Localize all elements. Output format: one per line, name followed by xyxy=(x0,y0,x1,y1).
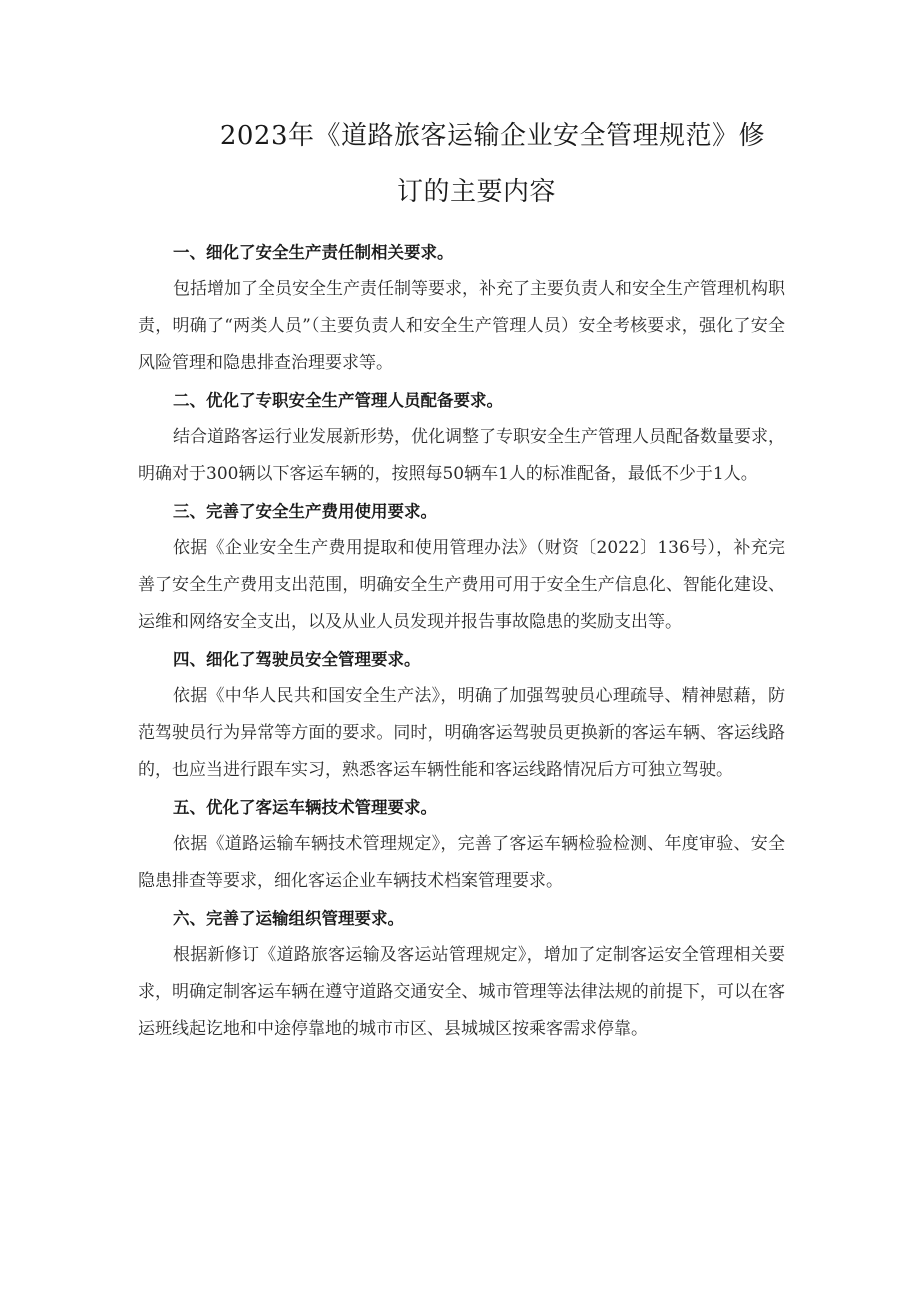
section-6 xyxy=(138,900,785,1048)
section-body: 依据《道路运输车辆技术管理规定》，完善了客运车辆检验检测、年度审验、安全隐患排查等要求，细化客运企业车辆技术档案管理要求。 xyxy=(138,834,785,891)
sections xyxy=(138,234,785,1048)
title-line-1: 2023年《道路旅客运输企业安全管理规范》修 xyxy=(219,121,765,151)
section-4 xyxy=(138,641,785,789)
section-heading: 一、细化了安全生产责任制相关要求。 xyxy=(173,243,454,262)
section-2 xyxy=(138,382,785,493)
section-heading: 五、优化了客运车辆技术管理要求。 xyxy=(173,798,437,817)
section-heading: 六、完善了运输组织管理要求。 xyxy=(173,909,404,928)
section-body: 结合道路客运行业发展新形势，优化调整了专职安全生产管理人员配备数量要求，明确对于300辆以下客运车辆的，按照每50辆车1人的标准配备，最低不少于1人。 xyxy=(138,427,785,484)
section-heading: 二、优化了专职安全生产管理人员配备要求。 xyxy=(173,391,503,410)
document-page xyxy=(138,108,785,1048)
section-3 xyxy=(138,493,785,641)
section-5 xyxy=(138,789,785,900)
section-heading: 四、细化了驾驶员安全管理要求。 xyxy=(173,650,421,669)
section-body: 包括增加了全员安全生产责任制等要求，补充了主要负责人和安全生产管理机构职责，明确了“两类人员”（主要负责人和安全生产管理人员）安全考核要求，强化了安全风险管理和隐患排查治理要求等。 xyxy=(138,279,785,373)
section-body: 根据新修订《道路旅客运输及客运站管理规定》，增加了定制客运安全管理相关要求，明确定制客运车辆在遵守道路交通安全、城市管理等法律法规的前提下，可以在客运班线起讫地和中途停靠地的城市市区、县城城区按乘客需求停靠。 xyxy=(138,945,785,1039)
section-heading: 三、完善了安全生产费用使用要求。 xyxy=(173,502,437,521)
document-title xyxy=(138,108,785,220)
title-line-2: 订的主要内容 xyxy=(396,177,556,207)
section-body: 依据《中华人民共和国安全生产法》，明确了加强驾驶员心理疏导、精神慰藉，防范驾驶员行为异常等方面的要求。同时，明确客运驾驶员更换新的客运车辆、客运线路的，也应当进行跟车实习，熟悉客运车辆性能和客运线路情况后方可独立驾驶。 xyxy=(138,686,785,780)
section-1 xyxy=(138,234,785,382)
section-body: 依据《企业安全生产费用提取和使用管理办法》（财资〔2022〕136号），补充完善了安全生产费用支出范围，明确安全生产费用可用于安全生产信息化、智能化建设、运维和网络安全支出，以及从业人员发现并报告事故隐患的奖励支出等。 xyxy=(138,538,785,632)
